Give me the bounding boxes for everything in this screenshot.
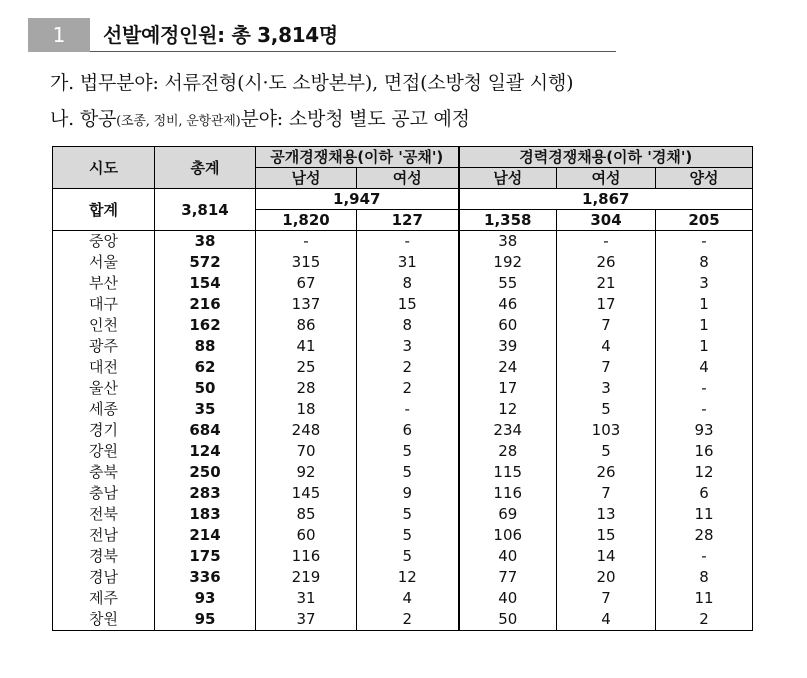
table-row [53, 546, 753, 567]
header-open-recruitment [256, 147, 459, 168]
region-rows [53, 231, 753, 631]
cell-open-female: 8 [357, 273, 459, 294]
totals-open-sum: 1,947 [256, 189, 459, 210]
cell-open-male: 28 [256, 378, 357, 399]
header-career-female: 여성 [557, 168, 656, 189]
cell-region: 창원 [53, 609, 155, 631]
cell-career-male: 192 [459, 252, 557, 273]
note-aviation-detail: (조종, 정비, 운항관제) [116, 114, 241, 129]
cell-total: 124 [155, 441, 256, 462]
note-aviation-field [50, 104, 470, 131]
cell-total: 250 [155, 462, 256, 483]
cell-region: 경남 [53, 567, 155, 588]
cell-open-male: 70 [256, 441, 357, 462]
table-row [53, 462, 753, 483]
cell-career-male: 12 [459, 399, 557, 420]
cell-total: 214 [155, 525, 256, 546]
cell-open-female: 5 [357, 504, 459, 525]
cell-career-both: 93 [656, 420, 753, 441]
table-row [53, 252, 753, 273]
cell-open-female: 2 [357, 378, 459, 399]
header-open-label: 공개경쟁채용 [270, 148, 358, 166]
cell-region: 대전 [53, 357, 155, 378]
totals-section [53, 189, 753, 231]
cell-career-female: 5 [557, 399, 656, 420]
cell-open-female: 2 [357, 357, 459, 378]
cell-career-both: 1 [656, 315, 753, 336]
cell-career-female: 17 [557, 294, 656, 315]
totals-career-female: 304 [557, 210, 656, 231]
totals-open-male: 1,820 [256, 210, 357, 231]
cell-career-both: 3 [656, 273, 753, 294]
cell-career-both: 16 [656, 441, 753, 462]
cell-total: 93 [155, 588, 256, 609]
cell-career-female: 7 [557, 315, 656, 336]
cell-career-female: 103 [557, 420, 656, 441]
cell-total: 183 [155, 504, 256, 525]
table-row [53, 357, 753, 378]
cell-total: 35 [155, 399, 256, 420]
totals-career-both: 205 [656, 210, 753, 231]
table-row [53, 567, 753, 588]
header-open-male: 남성 [256, 168, 357, 189]
cell-region: 경북 [53, 546, 155, 567]
note-aviation-suffix: 분야: 소방청 별도 공고 예정 [240, 108, 470, 130]
table-row [53, 399, 753, 420]
cell-career-female: 7 [557, 483, 656, 504]
cell-open-male: 86 [256, 315, 357, 336]
cell-open-female: 15 [357, 294, 459, 315]
recruitment-table [52, 146, 753, 631]
cell-open-male: - [256, 231, 357, 253]
table-row [53, 273, 753, 294]
cell-career-both: - [656, 231, 753, 253]
cell-career-male: 40 [459, 588, 557, 609]
header-row-1 [53, 147, 753, 168]
cell-career-male: 17 [459, 378, 557, 399]
cell-open-male: 25 [256, 357, 357, 378]
cell-open-female: - [357, 399, 459, 420]
header-region: 시도 [53, 147, 155, 189]
table-row [53, 378, 753, 399]
cell-career-female: 21 [557, 273, 656, 294]
cell-career-female: 26 [557, 462, 656, 483]
cell-open-male: 85 [256, 504, 357, 525]
cell-career-male: 69 [459, 504, 557, 525]
note-aviation-prefix: 나. 항공 [50, 108, 117, 130]
cell-open-female: 8 [357, 315, 459, 336]
cell-region: 충북 [53, 462, 155, 483]
totals-row-1 [53, 189, 753, 210]
cell-region: 경기 [53, 420, 155, 441]
cell-open-male: 315 [256, 252, 357, 273]
cell-career-male: 55 [459, 273, 557, 294]
table-row [53, 504, 753, 525]
cell-career-both: 1 [656, 294, 753, 315]
cell-open-female: - [357, 231, 459, 253]
cell-open-female: 3 [357, 336, 459, 357]
cell-career-male: 50 [459, 609, 557, 631]
totals-career-sum: 1,867 [459, 189, 753, 210]
table-row [53, 420, 753, 441]
note-legal-field: 가. 법무분야: 서류전형(시·도 소방본부), 면접(소방청 일괄 시행) [50, 72, 574, 94]
table-row [53, 525, 753, 546]
cell-career-female: 15 [557, 525, 656, 546]
table-row [53, 609, 753, 631]
cell-total: 572 [155, 252, 256, 273]
cell-career-both: 28 [656, 525, 753, 546]
cell-open-female: 5 [357, 441, 459, 462]
cell-career-both: - [656, 546, 753, 567]
cell-region: 충남 [53, 483, 155, 504]
cell-career-both: 8 [656, 252, 753, 273]
header-open-note: (이하 '공채') [357, 148, 444, 166]
cell-total: 336 [155, 567, 256, 588]
cell-open-female: 12 [357, 567, 459, 588]
cell-open-male: 219 [256, 567, 357, 588]
cell-open-male: 145 [256, 483, 357, 504]
cell-open-male: 31 [256, 588, 357, 609]
table-row [53, 483, 753, 504]
cell-career-both: 4 [656, 357, 753, 378]
cell-total: 38 [155, 231, 256, 253]
cell-region: 울산 [53, 378, 155, 399]
cell-career-male: 116 [459, 483, 557, 504]
cell-region: 강원 [53, 441, 155, 462]
totals-open-female: 127 [357, 210, 459, 231]
cell-open-male: 37 [256, 609, 357, 631]
cell-total: 95 [155, 609, 256, 631]
totals-career-male: 1,358 [459, 210, 557, 231]
cell-career-both: 12 [656, 462, 753, 483]
cell-region: 서울 [53, 252, 155, 273]
cell-open-male: 41 [256, 336, 357, 357]
cell-career-male: 115 [459, 462, 557, 483]
cell-open-female: 5 [357, 462, 459, 483]
cell-open-female: 6 [357, 420, 459, 441]
cell-career-male: 46 [459, 294, 557, 315]
cell-career-male: 106 [459, 525, 557, 546]
cell-career-both: 1 [656, 336, 753, 357]
cell-career-male: 38 [459, 231, 557, 253]
cell-career-both: 11 [656, 588, 753, 609]
cell-total: 62 [155, 357, 256, 378]
table-row [53, 441, 753, 462]
cell-total: 216 [155, 294, 256, 315]
header-career-note: (이하 '경채') [606, 148, 693, 166]
cell-open-male: 92 [256, 462, 357, 483]
cell-career-both: 2 [656, 609, 753, 631]
header-total: 총계 [155, 147, 256, 189]
cell-open-male: 116 [256, 546, 357, 567]
cell-open-male: 18 [256, 399, 357, 420]
cell-open-male: 67 [256, 273, 357, 294]
cell-career-male: 39 [459, 336, 557, 357]
cell-open-male: 248 [256, 420, 357, 441]
cell-total: 684 [155, 420, 256, 441]
header-career-both: 양성 [656, 168, 753, 189]
cell-career-female: 7 [557, 357, 656, 378]
header-open-female: 여성 [357, 168, 459, 189]
header-career-male: 남성 [459, 168, 557, 189]
cell-total: 283 [155, 483, 256, 504]
section-number: 1 [28, 18, 90, 52]
cell-open-female: 31 [357, 252, 459, 273]
cell-career-female: 3 [557, 378, 656, 399]
header-career-label: 경력경쟁채용 [519, 148, 607, 166]
cell-career-female: 14 [557, 546, 656, 567]
cell-career-both: 6 [656, 483, 753, 504]
cell-career-female: 7 [557, 588, 656, 609]
totals-total: 3,814 [155, 189, 256, 231]
cell-total: 162 [155, 315, 256, 336]
cell-total: 88 [155, 336, 256, 357]
totals-label: 합계 [53, 189, 155, 231]
cell-career-female: 4 [557, 336, 656, 357]
cell-region: 전남 [53, 525, 155, 546]
table-row [53, 294, 753, 315]
cell-region: 제주 [53, 588, 155, 609]
cell-career-male: 60 [459, 315, 557, 336]
cell-career-female: 26 [557, 252, 656, 273]
cell-open-female: 4 [357, 588, 459, 609]
cell-region: 대구 [53, 294, 155, 315]
cell-career-both: - [656, 399, 753, 420]
cell-career-female: 13 [557, 504, 656, 525]
cell-region: 세종 [53, 399, 155, 420]
header-career-recruitment [459, 147, 753, 168]
section-underline [90, 51, 616, 52]
cell-open-male: 60 [256, 525, 357, 546]
cell-career-both: 8 [656, 567, 753, 588]
cell-career-male: 28 [459, 441, 557, 462]
cell-open-female: 5 [357, 546, 459, 567]
section-header [28, 18, 616, 52]
cell-total: 175 [155, 546, 256, 567]
cell-career-female: - [557, 231, 656, 253]
cell-region: 부산 [53, 273, 155, 294]
cell-region: 광주 [53, 336, 155, 357]
table-row [53, 588, 753, 609]
cell-open-female: 2 [357, 609, 459, 631]
cell-open-female: 5 [357, 525, 459, 546]
cell-total: 50 [155, 378, 256, 399]
cell-open-male: 137 [256, 294, 357, 315]
cell-total: 154 [155, 273, 256, 294]
cell-region: 전북 [53, 504, 155, 525]
cell-career-both: 11 [656, 504, 753, 525]
cell-career-female: 4 [557, 609, 656, 631]
cell-open-female: 9 [357, 483, 459, 504]
cell-career-male: 24 [459, 357, 557, 378]
section-title: 선발예정인원: 총 3,814명 [103, 23, 338, 47]
table-row [53, 315, 753, 336]
cell-career-female: 5 [557, 441, 656, 462]
cell-career-female: 20 [557, 567, 656, 588]
cell-region: 인천 [53, 315, 155, 336]
cell-career-both: - [656, 378, 753, 399]
table-row [53, 231, 753, 253]
table-row [53, 336, 753, 357]
cell-career-male: 77 [459, 567, 557, 588]
cell-region: 중앙 [53, 231, 155, 253]
cell-career-male: 40 [459, 546, 557, 567]
cell-career-male: 234 [459, 420, 557, 441]
